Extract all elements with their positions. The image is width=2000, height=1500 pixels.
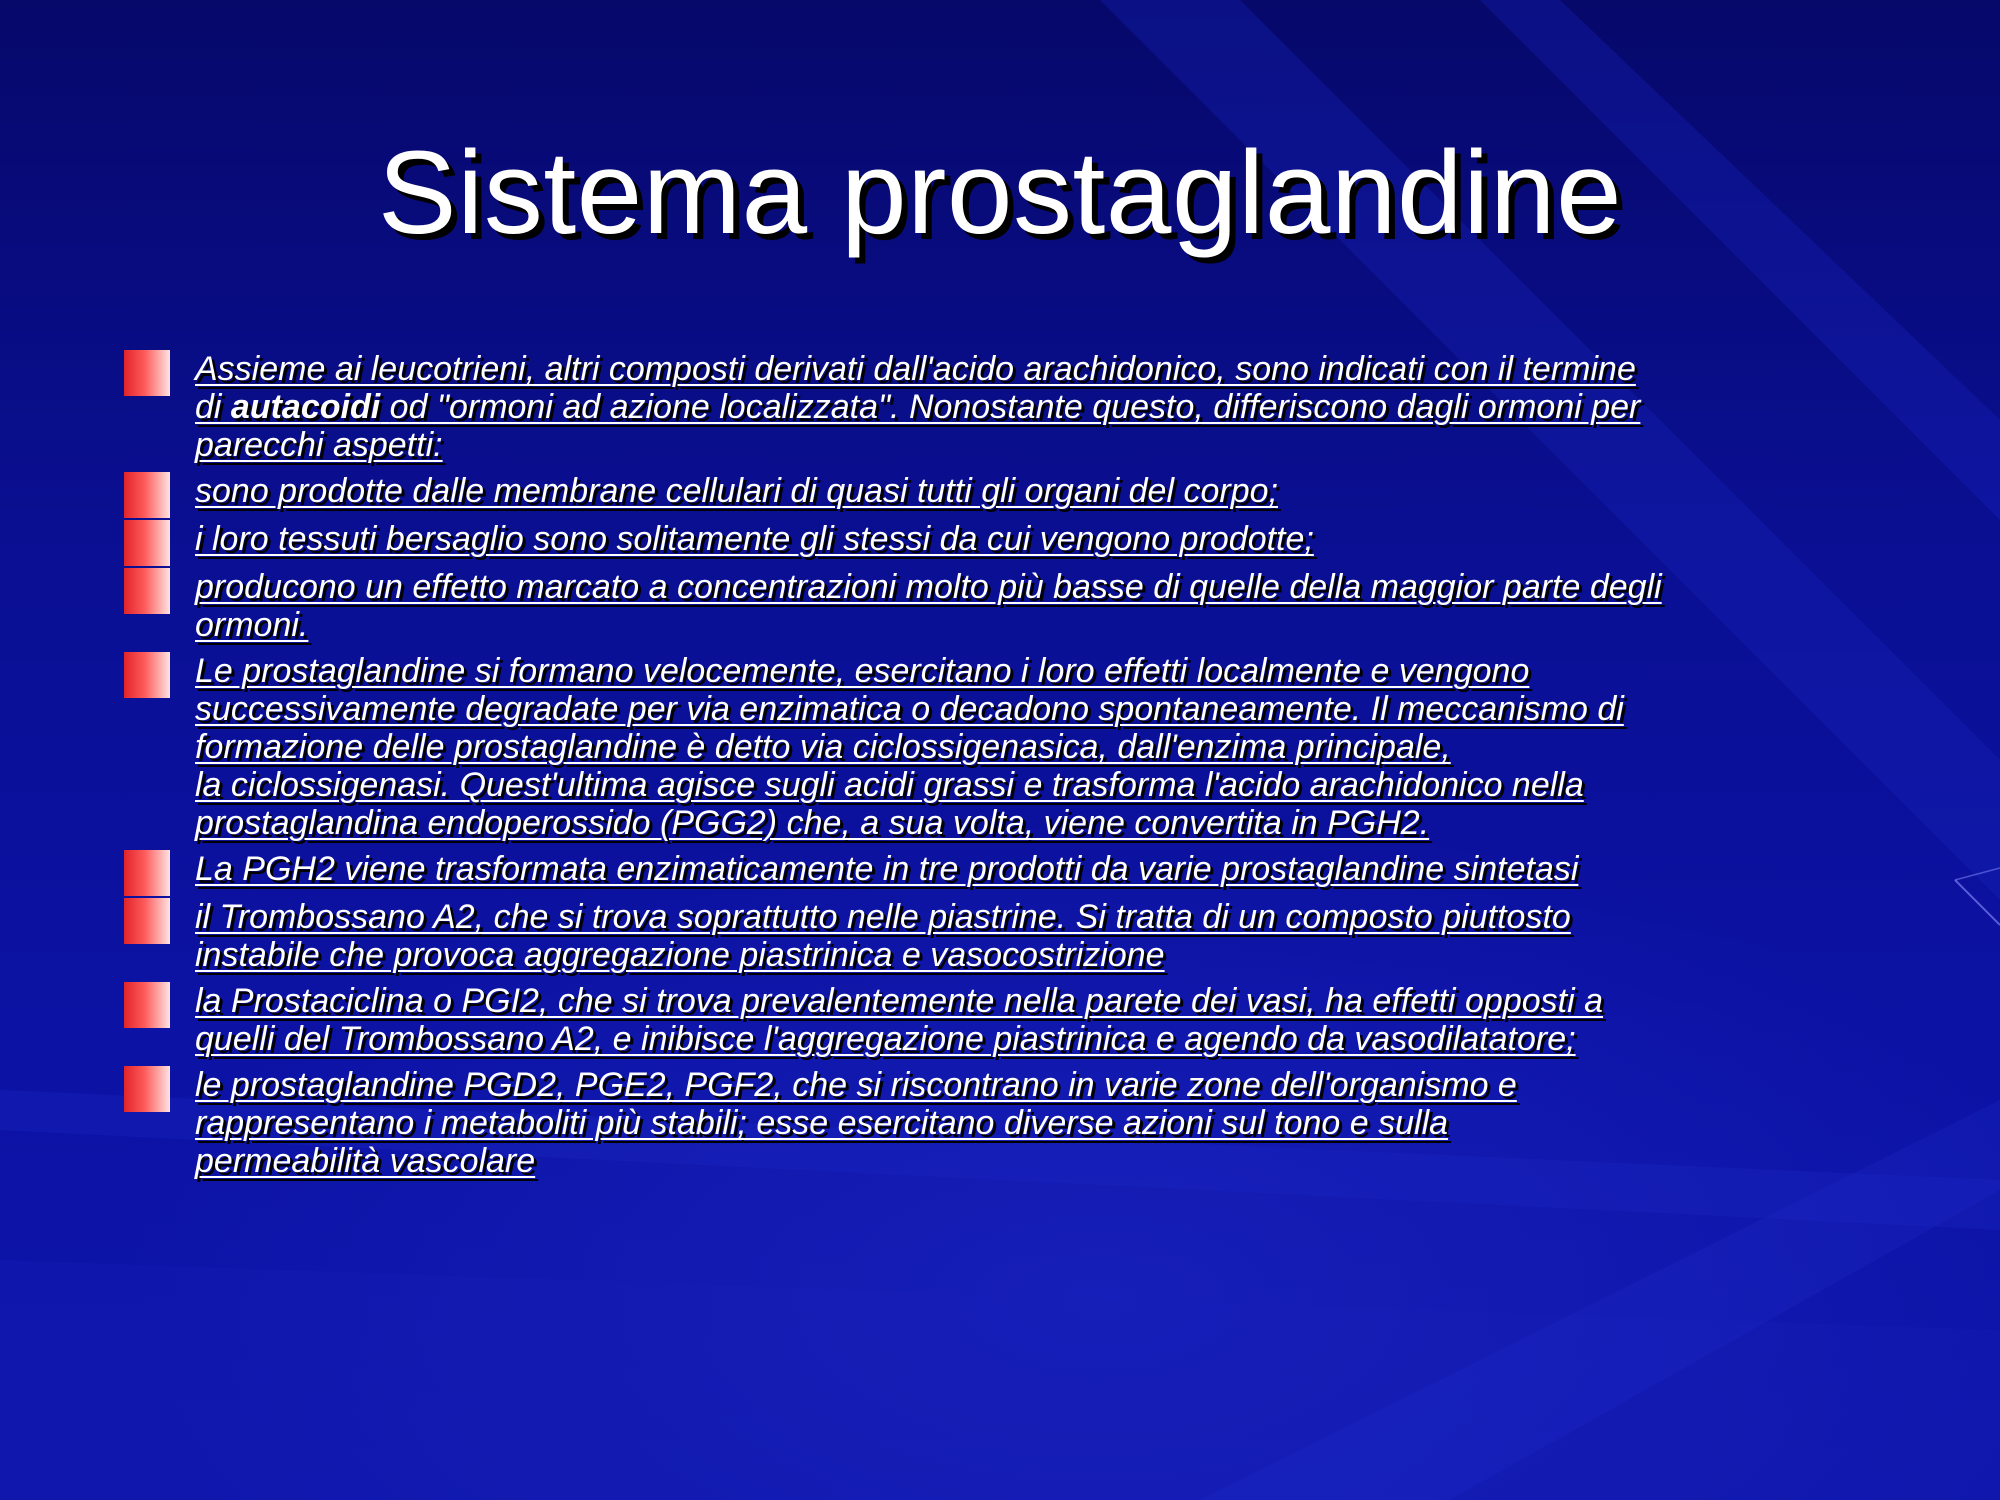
bullet-line: rappresentano i metaboliti più stabili; esse esercitano diverse azioni sul tono e sulla — [195, 1104, 1449, 1142]
bullet-line: la ciclossigenasi. Quest'ultima agisce sugli acidi grassi e trasforma l'acido arachidonico nella — [195, 766, 1584, 804]
bullet-marker — [124, 472, 170, 518]
bullet-line: prostaglandina endoperossido (PGG2) che, a sua volta, viene convertita in PGH2. — [195, 804, 1430, 842]
bullet-line — [195, 388, 1884, 426]
bullet-marker — [124, 850, 170, 896]
bold-term: autacoidi — [230, 388, 381, 426]
bullet-item-4 — [124, 568, 1884, 644]
bullet-line: la Prostaciclina o PGI2, che si trova prevalentemente nella parete dei vasi, ha effetti opposti a — [195, 982, 1604, 1020]
bullet-item-3 — [124, 520, 1884, 558]
bullet-text — [195, 652, 1884, 842]
bullet-line: permeabilità vascolare — [195, 1142, 536, 1180]
bullet-line: quelli del Trombossano A2, e inibisce l'aggregazione piastrinica e agendo da vasodilatatore; — [195, 1020, 1576, 1058]
bullet-text — [195, 982, 1884, 1058]
bullet-marker — [124, 898, 170, 944]
bullet-line: il Trombossano A2, che si trova soprattutto nelle piastrine. Si tratta di un composto piuttosto — [195, 898, 1571, 936]
bullet-line-prefix: di — [195, 388, 231, 426]
bullet-marker — [124, 652, 170, 698]
bullet-line: Assieme ai leucotrieni, altri composti derivati dall'acido arachidonico, sono indicati con il termine — [195, 350, 1636, 388]
bullet-marker — [124, 568, 170, 614]
bullet-text — [195, 472, 1884, 510]
bullet-item-6 — [124, 850, 1884, 888]
bullet-item-5 — [124, 652, 1884, 842]
bullet-line: ormoni. — [195, 606, 309, 644]
bullet-marker — [124, 982, 170, 1028]
bullet-line: successivamente degradate per via enzimatica o decadono spontaneamente. Il meccanismo di — [195, 690, 1624, 728]
bullet-text — [195, 850, 1884, 888]
bullet-text — [195, 1066, 1884, 1180]
bullet-text — [195, 568, 1884, 644]
bullet-list — [124, 350, 1884, 1188]
bullet-item-1 — [124, 350, 1884, 464]
bullet-line: formazione delle prostaglandine è detto via ciclossigenasica, dall'enzima principale, — [195, 728, 1451, 766]
bullet-marker — [124, 1066, 170, 1112]
bullet-marker — [124, 520, 170, 566]
bullet-line: parecchi aspetti: — [195, 426, 443, 464]
bullet-line: La PGH2 viene trasformata enzimaticamente in tre prodotti da varie prostaglandine sintetasi — [195, 850, 1579, 888]
bullet-item-7 — [124, 898, 1884, 974]
bullet-text — [195, 898, 1884, 974]
bullet-item-2 — [124, 472, 1884, 510]
bullet-text — [195, 520, 1884, 558]
bullet-item-9 — [124, 1066, 1884, 1180]
bullet-text — [195, 350, 1884, 464]
bullet-line: producono un effetto marcato a concentrazioni molto più basse di quelle della maggior parte degli — [195, 568, 1662, 606]
bullet-line-rest: od "ormoni ad azione localizzata". Nonostante questo, differiscono dagli ormoni per — [389, 388, 1641, 426]
bullet-line: sono prodotte dalle membrane cellulari di quasi tutti gli organi del corpo; — [195, 472, 1278, 510]
bullet-line: le prostaglandine PGD2, PGE2, PGF2, che si riscontrano in varie zone dell'organismo e — [195, 1066, 1517, 1104]
bullet-line: Le prostaglandine si formano velocemente, esercitano i loro effetti localmente e vengono — [195, 652, 1530, 690]
bullet-marker — [124, 350, 170, 396]
bullet-item-8 — [124, 982, 1884, 1058]
bullet-line: i loro tessuti bersaglio sono solitamente gli stessi da cui vengono prodotte; — [195, 520, 1314, 558]
slide-title: Sistema prostaglandine — [377, 127, 1623, 259]
bullet-line: instabile che provoca aggregazione piastrinica e vasocostrizione — [195, 936, 1165, 974]
